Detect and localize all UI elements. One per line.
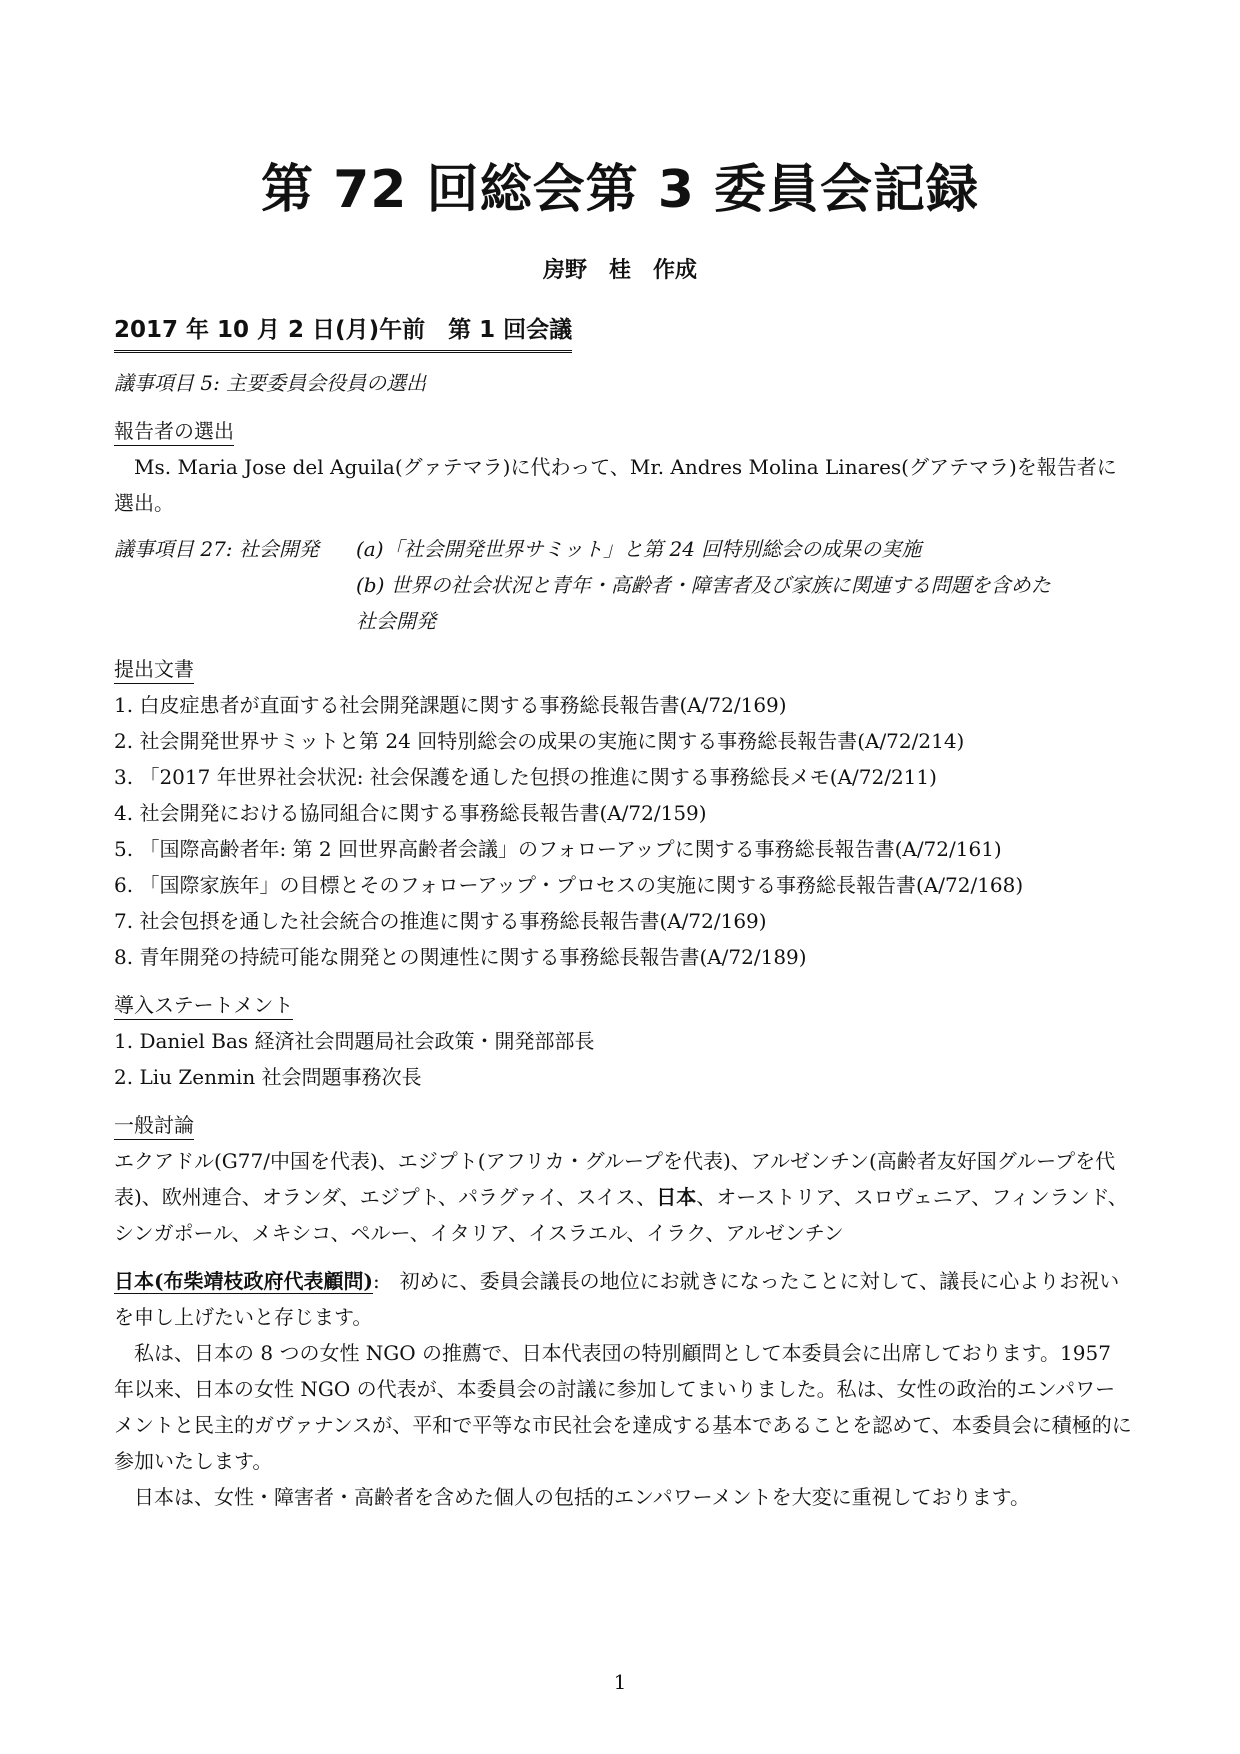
meeting-heading: 2017 年 10 月 2 日(月)午前 第 1 回会議 (114, 310, 572, 353)
japan-statement-p1 (114, 1263, 1132, 1335)
list-item: 8. 青年開発の持続可能な開発との関連性に関する事務総長報告書(A/72/189) (114, 945, 807, 969)
document-title: 第 72 回総会第 3 委員会記録 (261, 160, 979, 220)
debate-speakers-before: エクアドル(G77/中国を代表)、エジプト(アフリカ・グループを代表)、アルゼンチン(高齢者友好国グループを代表)、欧州連合、オランダ、エジプト、パラグァイ、スイス、 (114, 1149, 1116, 1209)
list-item: 7. 社会包摂を通した社会統合の推進に関する事務総長報告書(A/72/169) (114, 909, 767, 933)
japan-p1-text: : 初めに、委員会議長の地位にお就きになったことに対して、議長に心よりお祝いを申し上げたいと存じます。 (114, 1269, 1120, 1329)
list-item: 2. Liu Zenmin 社会問題事務次長 (114, 1065, 422, 1089)
rapporteur-text: Ms. Maria Jose del Aguila(グァテマラ)に代わって、Mr. Andres Molina Linares(グアテマラ)を報告者に選出。 (114, 455, 1117, 515)
debate-speakers (114, 1143, 1132, 1251)
debate-heading: 一般討論 (114, 1111, 194, 1140)
documents-section (114, 651, 1132, 975)
list-item: 2. 社会開発世界サミットと第 24 回特別総会の成果の実施に関する事務総長報告書(A/72/214) (114, 729, 965, 753)
list-item: 5. 「国際高齢者年: 第 2 回世界高齢者会議」のフォローアップに関する事務総長報告書(A/72/161) (114, 837, 1002, 861)
debate-speakers-after: 、オーストリア、スロヴェニア、フィンランド、シンガポール、メキシコ、ペルー、イタリア、イスラエル、イラク、アルゼンチン (114, 1185, 1128, 1245)
documents-heading: 提出文書 (114, 655, 194, 684)
author-line: 房野 桂 作成 (542, 258, 697, 283)
agenda-27-b-cont: 社会開発 (356, 609, 436, 633)
agenda-27-label: 議事項目 27: 社会開発 (114, 537, 319, 561)
intro-heading: 導入ステートメント (114, 991, 293, 1020)
japan-statement-p3: 日本は、女性・障害者・高齢者を含めた個人の包括的エンパワーメントを大変に重視しております。 (134, 1485, 1030, 1509)
japan-statement (114, 1263, 1132, 1515)
rapporteur-section (114, 413, 1132, 521)
list-item: 6. 「国際家族年」の目標とそのフォローアップ・プロセスの実施に関する事務総長報告書(A/72/168) (114, 873, 1024, 897)
list-item: 1. Daniel Bas 経済社会問題局社会政策・開発部部長 (114, 1029, 595, 1053)
agenda-27-a: (a)「社会開発世界サミット」と第 24 回特別総会の成果の実施 (356, 537, 922, 561)
list-item: 1. 白皮症患者が直面する社会開発課題に関する事務総長報告書(A/72/169) (114, 693, 787, 717)
list-item: 4. 社会開発における協同組合に関する事務総長報告書(A/72/159) (114, 801, 707, 825)
rapporteur-heading: 報告者の選出 (114, 417, 234, 446)
intro-section (114, 987, 1132, 1095)
debate-section (114, 1107, 1132, 1251)
agenda-item-5: 議事項目 5: 主要委員会役員の選出 (114, 371, 427, 395)
agenda-27-b: (b) 世界の社会状況と青年・高齢者・障害者及び家族に関連する問題を含めた (356, 573, 1051, 597)
japan-statement-p2: 私は、日本の 8 つの女性 NGO の推薦で、日本代表団の特別顧問として本委員会に出席しております。1957 年以来、日本の女性 NGO の代表が、本委員会の討議に参加してまいりました。私は、女性の政治的エンパワーメントと民主的ガヴァナンスが、平和で平等な市民社会を達成する基本であることを認めて、本委員会に積極的に参加いたします。 (114, 1341, 1132, 1473)
debate-speakers-japan: 日本 (656, 1185, 697, 1209)
page-number: 1 (613, 1670, 627, 1694)
document-body (114, 310, 1132, 1515)
japan-speaker: 日本(布柴靖枝政府代表顧問) (114, 1269, 373, 1293)
agenda-item-27 (114, 531, 1132, 639)
list-item: 3. 「2017 年世界社会状況: 社会保護を通した包摂の推進に関する事務総長メモ(A/72/211) (114, 765, 937, 789)
